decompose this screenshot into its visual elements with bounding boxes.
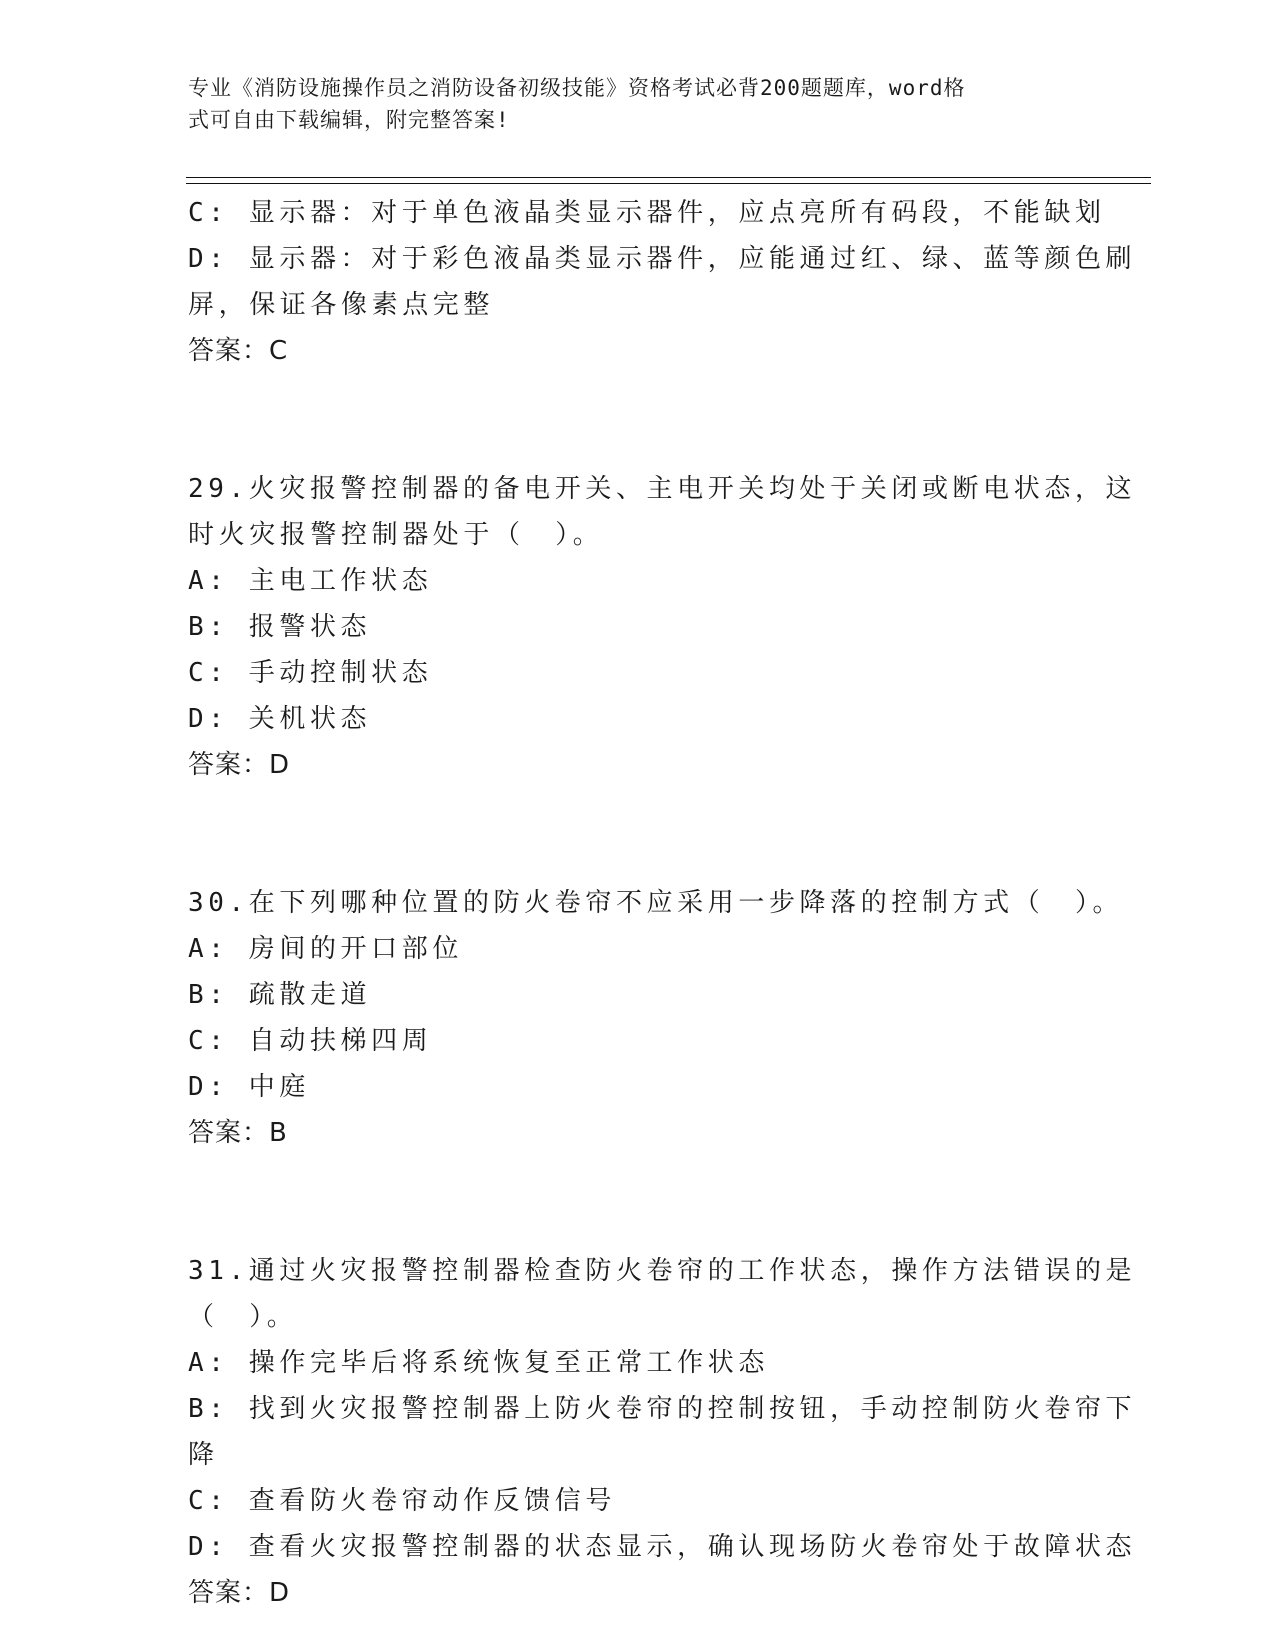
option-c: C: 查看防火卷帘动作反馈信号 bbox=[188, 1486, 616, 1516]
question-stem: 31.通过火灾报警控制器检查防火卷帘的工作状态，操作方法错误的是 bbox=[188, 1256, 1137, 1286]
question-list bbox=[188, 190, 1137, 1616]
question-stem-continued: （ ）。 bbox=[188, 1302, 298, 1332]
header-line-1: 专业《消防设施操作员之消防设备初级技能》资格考试必背200题题库，word格 bbox=[188, 76, 966, 100]
option-b: B: 报警状态 bbox=[188, 612, 372, 642]
option-d: D: 显示器：对于彩色液晶类显示器件，应能通过红、绿、蓝等颜色刷 bbox=[188, 244, 1137, 274]
option-b: B: 疏散走道 bbox=[188, 980, 372, 1010]
option-b-continued: 降 bbox=[188, 1440, 219, 1470]
answer: 答案：C bbox=[188, 336, 289, 366]
option-a: A: 操作完毕后将系统恢复至正常工作状态 bbox=[188, 1348, 769, 1378]
question-stem-continued: 时火灾报警控制器处于（ ）。 bbox=[188, 520, 604, 550]
question-28-continuation bbox=[188, 190, 1137, 374]
option-c: C: 自动扶梯四周 bbox=[188, 1026, 433, 1056]
question-31 bbox=[188, 1248, 1137, 1616]
option-c: C: 显示器：对于单色液晶类显示器件，应点亮所有码段，不能缺划 bbox=[188, 198, 1106, 228]
answer: 答案：B bbox=[188, 1118, 288, 1148]
question-stem: 30.在下列哪种位置的防火卷帘不应采用一步降落的控制方式（ ）。 bbox=[188, 888, 1124, 918]
question-29 bbox=[188, 466, 1137, 788]
answer: 答案：D bbox=[188, 750, 291, 780]
header-line-2: 式可自由下载编辑，附完整答案! bbox=[188, 108, 510, 132]
question-30 bbox=[188, 880, 1124, 1156]
option-d: D: 查看火灾报警控制器的状态显示，确认现场防火卷帘处于故障状态 bbox=[188, 1532, 1137, 1562]
header-divider-top bbox=[186, 177, 1151, 178]
option-d: D: 中庭 bbox=[188, 1072, 310, 1102]
answer: 答案：D bbox=[188, 1578, 291, 1608]
option-d: D: 关机状态 bbox=[188, 704, 372, 734]
question-stem: 29.火灾报警控制器的备电开关、主电开关均处于关闭或断电状态，这 bbox=[188, 474, 1137, 504]
option-c: C: 手动控制状态 bbox=[188, 658, 433, 688]
document-header bbox=[188, 72, 1068, 136]
header-divider-bottom bbox=[186, 183, 1151, 184]
option-a: A: 主电工作状态 bbox=[188, 566, 433, 596]
option-b: B: 找到火灾报警控制器上防火卷帘的控制按钮，手动控制防火卷帘下 bbox=[188, 1394, 1137, 1424]
option-d-continued: 屏，保证各像素点完整 bbox=[188, 290, 495, 320]
option-a: A: 房间的开口部位 bbox=[188, 934, 463, 964]
